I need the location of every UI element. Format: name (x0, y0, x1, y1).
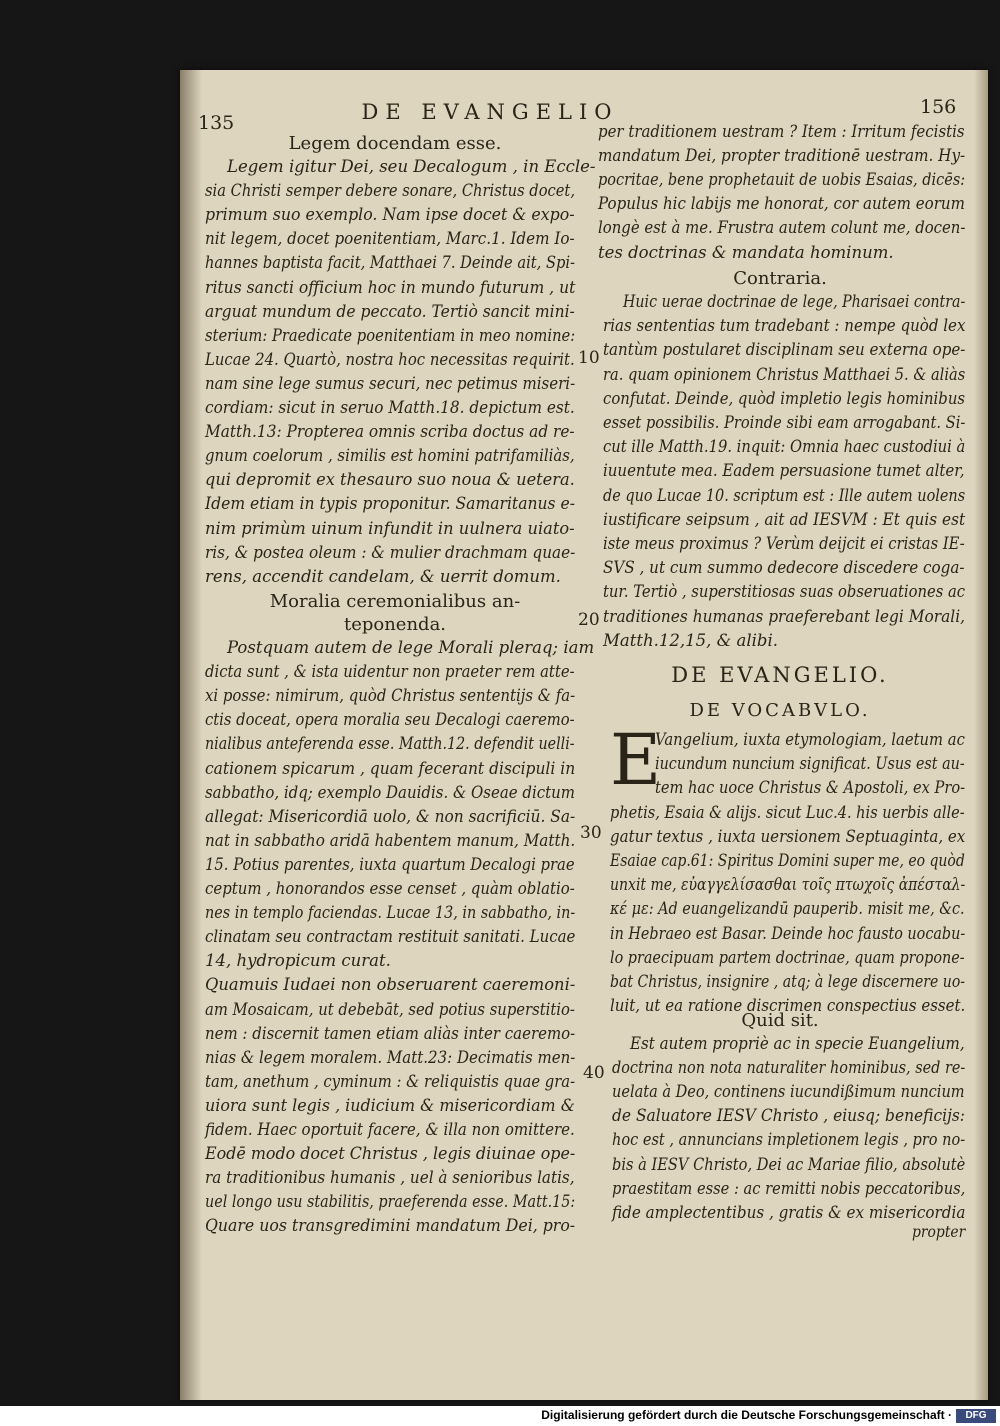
vocabulo-text-line: luit, ut ea ratione discrimen conspectius esset. (610, 996, 966, 1016)
moralia-text-line: fidem. Haec oportuit facere, & illa non omittere. (205, 1120, 575, 1139)
contraria-text-line: ra. quam opinionem Christus Matthaei 5. & aliàs (603, 364, 966, 384)
heading-contraria: Contraria. (733, 268, 827, 289)
moralia-text-line: dicta sunt , & ista uidentur non praeter rem atte- (205, 662, 575, 682)
moralia-text-line: am Mosaicam, ut debebāt, sed potius superstitio- (205, 999, 575, 1019)
contraria-text-line: tur. Tertiò , superstitiosas suas obseruationes ac (603, 582, 966, 602)
folio-right: 156 (920, 96, 957, 118)
drop-capital: E (610, 719, 662, 801)
vocabulo-text-line: iucundum nuncium significat. Usus est au- (655, 754, 965, 774)
moralia-text-line: ctis doceat, opera moralia seu Decalogi caeremo- (205, 710, 575, 730)
traditio-text-line: tes doctrinas & mandata hominum. (598, 242, 894, 262)
dfg-logo: DFG (956, 1409, 996, 1423)
legem-text-line: primum suo exemplo. Nam ipse docet & expo- (205, 205, 575, 225)
catchword: propter (912, 1222, 966, 1241)
traditio-text-line: mandatum Dei, propter traditionē uestram. Hy- (598, 146, 966, 166)
footer-bar (0, 1406, 1000, 1426)
moralia-text-line: allegat: Misericordiā uolo, & non sacrificiū. Sa- (205, 806, 576, 826)
moralia-text-line: uiora sunt legis , iudicium & misericordiam & (205, 1095, 575, 1115)
contraria-text-line: confutat. Deinde, quòd impletio legis hominibus (603, 388, 966, 408)
moralia-text-line: Eodē modo docet Christus , legis diuinae ope- (205, 1144, 576, 1164)
moralia-text-line: cationem spicarum , quam fecerant discipuli in (205, 758, 576, 778)
contraria-text-line: cut ille Matth.19. inquit: Omnia haec custodiui à (603, 437, 966, 457)
line-number-10: 10 (578, 348, 600, 368)
quid-sit-text-line: uelata à Deo, continens iucundißimum nuncium (612, 1082, 965, 1102)
page-edge (974, 70, 988, 1400)
moralia-text-line: nem : discernit tamen etiam aliàs inter caeremo- (205, 1023, 576, 1043)
contraria-text-line: de quo Lucae 10. scriptum est : Ille autem uolens (603, 485, 966, 505)
quid-sit-text-line: praestitam esse : ac remitti nobis peccatoribus, (612, 1178, 966, 1198)
running-title: DE EVANGELIO (361, 100, 619, 124)
folio-left: 135 (198, 112, 235, 134)
vocabulo-text-line: bat Christus, insignire , atq; à lege discernere uo- (610, 972, 966, 991)
vocabulo-text-line: unxit me, εὐαγγελίσασθαι τοῖς πτωχοῖς ἀπέσταλ- (610, 875, 966, 895)
vocabulo-text-line: gatur textus , iuxta uersionem Septuaginta, ex (610, 826, 966, 846)
traditio-text-line: per traditionem uestram ? Item : Irritum fecistis (598, 122, 965, 141)
legem-text-line: sterium: Praedicate poenitentiam in meo nomine: (205, 325, 576, 345)
moralia-text-line: uel longo usu stabilitis, praeferenda esse. Matt.15: (205, 1192, 576, 1212)
traditio-text-line: longè est à me. Frustra autem colunt me, docen- (598, 218, 966, 238)
section-title: DE EVANGELIO. (671, 663, 889, 687)
moralia-text-line: nias & legem moralem. Matt.23: Decimatis men- (205, 1047, 576, 1067)
contraria-text-line: SVS , ut cum summo dedecore discedere coga- (603, 558, 965, 578)
moralia-text-line: nialibus anteferenda esse. Matth.12. defendit uelli- (205, 734, 575, 754)
moralia-text-line: Postquam autem de lege Morali pleraq; iam (227, 638, 595, 657)
legem-text-line: qui depromit ex thesauro suo noua & uetera. (205, 470, 575, 490)
legem-text-line: arguat mundum de peccato. Tertiò sancit mini- (205, 301, 575, 321)
moralia-text-line: Quare uos transgredimini mandatum Dei, pro- (205, 1216, 576, 1236)
legem-text-line: sia Christi semper debere sonare, Christus docet, (205, 181, 575, 201)
contraria-text-line: esset possibilis. Proinde sibi eam arrogabant. Si- (603, 413, 966, 432)
legem-text-line: nam sine lege sumus securi, nec petimus miseri- (205, 373, 576, 393)
moralia-text-line: tam, anethum , cyminum : & reliquistis quae gra- (205, 1071, 576, 1091)
heading-moralia-cont: teponenda. (343, 614, 447, 635)
line-number-20: 20 (578, 610, 600, 630)
quid-sit-text-line: Est autem propriè ac in specie Euangelium, (630, 1034, 965, 1053)
contraria-text-line: iste meus proximus ? Verùm deijcit ei cristas IE- (603, 534, 965, 553)
vocabulo-text-line: tem hac uoce Christus & Apostoli, ex Pro- (655, 778, 966, 798)
quid-sit-text-line: fide amplectentibus , gratis & ex misericordia (612, 1202, 966, 1222)
quid-sit-text-line: bis à IESV Christo, Dei ac Mariae filio, absolutè (612, 1154, 966, 1174)
legem-text-line: Lucae 24. Quartò, nostra hoc necessitas requirit. (205, 349, 575, 369)
moralia-text-line: clinatam seu contractam restituit sanitati. Lucae (205, 927, 576, 947)
legem-text-line: Legem igitur Dei, seu Decalogum , in Eccle- (227, 157, 596, 176)
moralia-text-line: ceptum , honorandos esse censet , quàm oblatio- (205, 879, 575, 898)
line-number-40: 40 (583, 1063, 605, 1083)
heading-quid-sit: Quid sit. (741, 1010, 819, 1031)
subtitle-vocabulo: DE VOCABVLO. (689, 700, 871, 721)
legem-text-line: nit legem, docet poenitentiam, Marc.1. Idem Io- (205, 229, 575, 249)
vocabulo-text-line: Vangelium, iuxta etymologiam, laetum ac (655, 730, 965, 749)
moralia-text-line: nat in sabbatho aridā habentem manum, Matth. (205, 830, 576, 850)
contraria-text-line: iuuentute mea. Eadem persuasione tumet alter, (603, 461, 965, 481)
contraria-text-line: Matth.12,15, & alibi. (603, 630, 778, 650)
vocabulo-text-line: lo praecipuam partem doctrinae, quam propone- (610, 947, 965, 967)
legem-text-line: hannes baptista facit, Matthaei 7. Deinde ait, Spi- (205, 253, 575, 273)
contraria-text-line: iustificare seipsum , ait ad IESVM : Et quis est (603, 509, 966, 529)
traditio-text-line: pocritae, bene prophetauit de uobis Esaias, dicēs: (598, 170, 966, 190)
heading-moralia: Moralia ceremonialibus an- (269, 591, 521, 612)
legem-text-line: rens, accendit candelam, & uerrit domum. (205, 566, 561, 586)
heading-legem-docendam: Legem docendam esse. (288, 133, 502, 154)
contraria-text-line: traditiones humanas praeferebant legi Morali, (603, 606, 966, 626)
vocabulo-text-line: κέ με: Ad euangelizandū pauperib. misit me, &c. (610, 899, 965, 919)
footer-credit: Digitalisierung gefördert durch die Deutsche Forschungsgemeinschaft · (541, 1408, 952, 1422)
moralia-text-line: xi posse: nimirum, quòd Christus sententijs & fa- (205, 686, 576, 706)
moralia-text-line: 15. Potius parentes, iuxta quartum Decalogi prae (205, 854, 575, 874)
legem-text-line: gnum coelorum , similis est homini patrifamiliàs, (205, 446, 575, 466)
legem-text-line: Matth.13: Propterea omnis scriba doctus ad re- (205, 422, 575, 442)
moralia-text-line: Quamuis Iudaei non obseruarent caeremoni- (205, 975, 576, 995)
contraria-text-line: tantùm postularet disciplinam seu externa ope- (603, 340, 966, 360)
quid-sit-text-line: hoc est , annuncians impletionem legis , pro no- (612, 1130, 966, 1150)
page-gutter (180, 70, 202, 1400)
legem-text-line: Idem etiam in typis proponitur. Samaritanus e- (205, 494, 575, 514)
legem-text-line: ris, & postea oleum : & mulier drachmam quae- (205, 542, 576, 562)
moralia-text-line: 14, hydropicum curat. (205, 951, 391, 971)
vocabulo-text-line: in Hebraeo est Basar. Deinde hoc fausto uocabu- (610, 923, 966, 943)
vocabulo-text-line: phetis, Esaia & alijs. sicut Luc.4. his uerbis alle- (610, 802, 965, 822)
quid-sit-text-line: de Saluatore IESV Christo , eiusq; beneficijs: (612, 1106, 966, 1126)
contraria-text-line: rias sententias tum tradebant : nempe quòd lex (603, 316, 966, 336)
moralia-text-line: sabbatho, idq; exemplo Dauidis. & Oseae dictum (205, 782, 575, 802)
vocabulo-text-line: Esaiae cap.61: Spiritus Domini super me, eo quòd (610, 851, 965, 870)
traditio-text-line: Populus hic labijs me honorat, cor autem eorum (598, 194, 965, 214)
moralia-text-line: nes in templo faciendas. Lucae 13, in sabbatho, in- (205, 903, 576, 923)
contraria-text-line: Huic uerae doctrinae de lege, Pharisaei contra- (623, 292, 966, 311)
legem-text-line: cordiam: sicut in seruo Matth.18. depictum est. (205, 398, 575, 417)
line-number-30: 30 (580, 823, 602, 843)
legem-text-line: ritus sancti officium hoc in mundo futurum , ut (205, 277, 576, 297)
legem-text-line: nim primùm uinum infundit in uulnera uiato- (205, 518, 575, 538)
moralia-text-line: ra traditionibus humanis , uel à senioribus latis, (205, 1168, 575, 1188)
quid-sit-text-line: doctrina non nota naturaliter hominibus, sed re- (612, 1058, 966, 1078)
